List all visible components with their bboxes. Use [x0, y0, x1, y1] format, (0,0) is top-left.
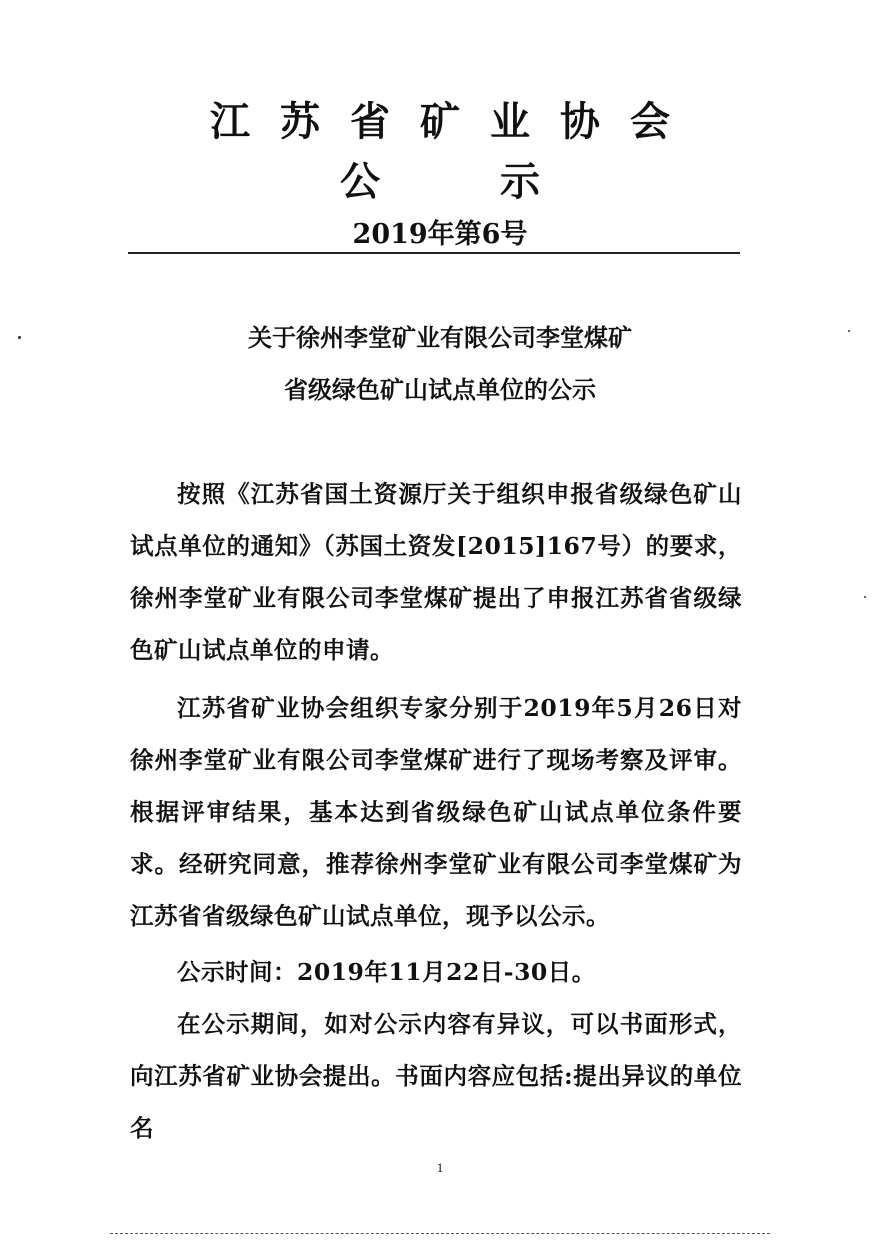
page-number: 1	[436, 1160, 444, 1175]
body-paragraph-2: 江苏省矿业协会组织专家分别于2019年5月26日对徐州李堂矿业有限公司李堂煤矿进行了现场考察及评审。根据评审结果，基本达到省级绿色矿山试点单位条件要求。经研究同意，推荐徐州李堂矿业有限公司李堂煤矿为江苏省省级绿色矿山试点单位，现予以公示。	[130, 694, 742, 930]
scan-edge-artifact	[110, 1233, 770, 1236]
scan-speck	[848, 330, 850, 332]
document-type-title: 公示	[340, 158, 660, 205]
subject-line-2: 省级绿色矿山试点单位的公示	[284, 375, 596, 404]
header-divider	[128, 252, 740, 254]
scan-speck	[18, 336, 21, 339]
organization-title: 江苏省矿业协会	[210, 98, 700, 145]
scan-speck	[864, 596, 866, 598]
document-number: 2019年第6号	[352, 219, 528, 250]
body-paragraph-4: 在公示期间，如对公示内容有异议，可以书面形式，向江苏省矿业协会提出。书面内容应包括:提出异议的单位名	[130, 1010, 742, 1142]
body-paragraph-1: 按照《江苏省国土资源厅关于组织申报省级绿色矿山试点单位的通知》（苏国土资发[2015]167号）的要求，徐州李堂矿业有限公司李堂煤矿提出了申报江苏省省级绿色矿山试点单位的申请。	[130, 480, 742, 664]
subject-line-1: 关于徐州李堂矿业有限公司李堂煤矿	[248, 323, 632, 352]
body-paragraph-3: 公示时间：2019年11月22日-30日。	[177, 958, 596, 986]
